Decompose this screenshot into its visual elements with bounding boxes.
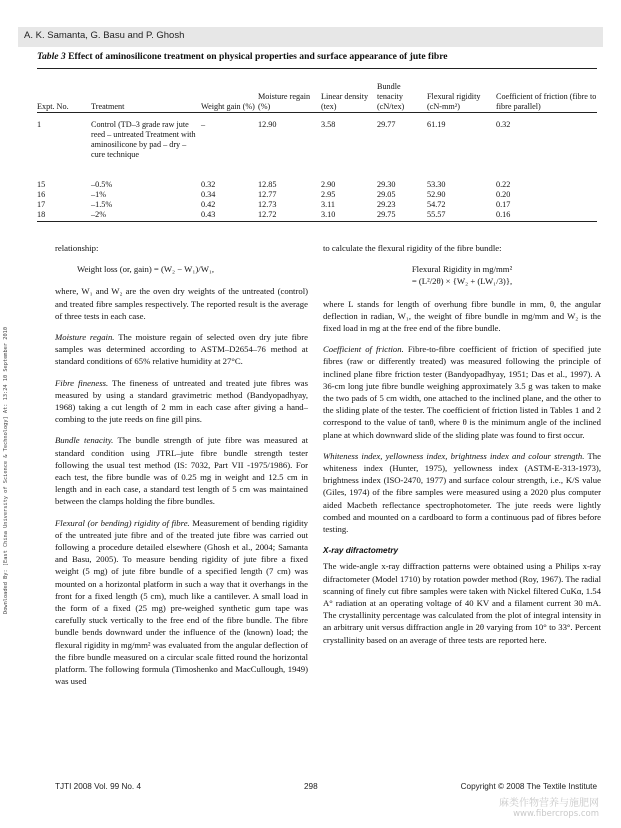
cell-expt: 18 bbox=[37, 210, 46, 219]
section-tenacity bbox=[55, 434, 308, 507]
section-xray-heading bbox=[323, 544, 601, 557]
paragraph-where: where, W₁ and W₂ are the oven dry weights of the untreated (control) and treated fibre samples respectively. The reported result is the average of three tests in each case. bbox=[55, 286, 308, 321]
cell-weight-gain: 0.32 bbox=[201, 180, 216, 189]
cell-linear-density: 3.11 bbox=[321, 200, 336, 209]
right-column bbox=[323, 242, 601, 655]
cell-bundle-tenacity: 29.75 bbox=[377, 210, 396, 219]
cell-linear-density: 2.90 bbox=[321, 180, 336, 189]
cell-weight-gain: 0.43 bbox=[201, 210, 216, 219]
cell-flexural-rigidity: 61.19 bbox=[427, 120, 446, 129]
cell-expt: 17 bbox=[37, 200, 46, 209]
col-header-treatment: Treatment bbox=[91, 102, 125, 111]
cell-weight-gain: – bbox=[201, 120, 206, 129]
table-row bbox=[37, 190, 597, 200]
cell-treatment: –0.5% bbox=[91, 180, 113, 189]
cell-treatment: –2% bbox=[91, 210, 107, 219]
cell-expt: 1 bbox=[37, 120, 42, 129]
section-moisture bbox=[55, 331, 308, 368]
section-fineness bbox=[55, 377, 308, 426]
cell-treatment: Control (TD–3 grade raw jute reed – untreated Treatment with aminosilicone by pad – dry – cure technique bbox=[91, 120, 196, 159]
paragraph-intro: to calculate the flexural rigidity of the fibre bundle: bbox=[323, 243, 502, 253]
cell-moisture: 12.85 bbox=[258, 180, 277, 189]
paragraph-where-right: where L stands for length of overhung fibre bundle in mm, θ, the angular deflection in radian, W₁, the weight of fibre bundle in mg/mm and W₂ is the fixed load in mg at the free end of the fibre bundle. bbox=[323, 298, 601, 334]
table-row bbox=[37, 200, 597, 210]
cell-linear-density: 3.10 bbox=[321, 210, 336, 219]
cell-flexural-rigidity: 53.30 bbox=[427, 180, 446, 189]
table-row bbox=[37, 180, 597, 190]
footer-copyright: Copyright © 2008 The Textile Institute bbox=[460, 782, 597, 791]
cell-moisture: 12.77 bbox=[258, 190, 277, 199]
fineness-heading: Fibre fineness. bbox=[55, 377, 109, 388]
table-label: Table 3 bbox=[37, 51, 66, 62]
col-header-expt: Expt. No. bbox=[37, 102, 69, 111]
cell-flexural-rigidity: 55.57 bbox=[427, 210, 446, 219]
cell-expt: 16 bbox=[37, 190, 46, 199]
cell-treatment: –1% bbox=[91, 190, 107, 199]
equation-weight-loss: Weight loss (or, gain) = (W₂ − W₁)/W₁, bbox=[77, 264, 215, 275]
table-caption bbox=[37, 51, 597, 63]
cell-friction: 0.17 bbox=[496, 200, 511, 209]
cell-expt: 15 bbox=[37, 180, 46, 189]
cell-friction: 0.22 bbox=[496, 180, 511, 189]
cell-linear-density: 3.58 bbox=[321, 120, 336, 129]
moisture-heading: Moisture regain. bbox=[55, 332, 115, 343]
left-column bbox=[55, 242, 308, 697]
xray-text: The wide-angle x-ray diffraction patterns were obtained using a Philips x-ray difractometer (Model 1710) by rotation powder method (Roy, 1967). The radial scanning of finely cut fibre samples were taken with Nickel filtered CuKα, 1.54 A° radiation at an operating voltage of 40 KV and a filament current 30 mA. The crystallinity percentage was calculated from the plot of integral intensity in an arbitrary unit versus diffraction angle in 2θ varying from 10° to 33°. Percent crystallinity based on an average of three tests are reported here. bbox=[323, 561, 601, 645]
table-bottom-rule bbox=[37, 221, 597, 222]
watermark bbox=[499, 798, 599, 820]
tenacity-text: The bundle strength of jute fibre was measured at standard condition using JTRL–jute fibre bundle strength tester following the usual test method (IS: 7032, Part VII -1975/1986). For each test, the fibre bundle was of 0.25 mg in weight and 12.5 cm in length and in each case, a standard test length of 5 cm was maintained between the clamps holding the fibre bundles. bbox=[55, 435, 308, 507]
cell-friction: 0.32 bbox=[496, 120, 511, 129]
col-header-linear-density: Linear density (tex) bbox=[321, 92, 369, 111]
section-flexural bbox=[55, 517, 308, 688]
table-header-row bbox=[37, 72, 597, 112]
table-top-rule bbox=[37, 68, 597, 69]
col-header-moisture: Moisture regain (%) bbox=[258, 92, 311, 111]
friction-heading: Coefficient of friction. bbox=[323, 344, 404, 355]
flexural-text: Measurement of bending rigidity of the untreated jute fibre and of the treated jute fibre was carried out following a procedure detailed elsewhere (Ghosh et al., 2004; Samanta and Basu, 2005). To measure bending rigidity of jute fibre a fixed weight (5 mg) of jute fibre bundle of a specified length (7 cm) was mounted on a horizontal platform in such a way that it overhangs in the front for a fixed length (5 cm), much like a cantilever. A small load in the form of a fixed (25 mg) pre-weighed synthetic gum tape was carefully stuck vertically to the free end of the fibre bundle. The fibre bundle bends downward under the influence of the (known) load; the flexural rigidity in mg/mm² was evaluated from the angular deflection of the fibre bundle measured on a circular scale fitted round the horizontal platform. The following formula (Timoshenko and MacCullough, 1949) was used bbox=[55, 517, 309, 687]
cell-weight-gain: 0.34 bbox=[201, 190, 216, 199]
properties-table bbox=[37, 72, 597, 220]
table-row bbox=[37, 210, 597, 220]
cell-weight-gain: 0.42 bbox=[201, 200, 216, 209]
section-whiteness bbox=[323, 450, 601, 535]
col-header-friction: Coefficient of friction (fibre to fibre parallel) bbox=[496, 92, 597, 111]
footer-journal: TJTI 2008 Vol. 99 No. 4 bbox=[55, 782, 142, 791]
cell-bundle-tenacity: 29.30 bbox=[377, 180, 396, 189]
cell-friction: 0.20 bbox=[496, 190, 511, 199]
moisture-text: The moisture regain of selected oven dry jute fibre samples was determined according to ASTM–D2654–76 method at standard conditions of 65% relative humidity at 27°C. bbox=[55, 332, 308, 367]
footer-page-number: 298 bbox=[304, 782, 318, 791]
watermark-url: www.fibercrops.com bbox=[513, 809, 599, 819]
cell-flexural-rigidity: 54.72 bbox=[427, 200, 446, 209]
cell-friction: 0.16 bbox=[496, 210, 511, 219]
cell-bundle-tenacity: 29.05 bbox=[377, 190, 396, 199]
cell-moisture: 12.73 bbox=[258, 200, 277, 209]
xray-heading: X-ray difractometry bbox=[323, 546, 399, 556]
table-title: Effect of aminosilicone treatment on physical properties and surface appearance of jute fibre bbox=[68, 51, 448, 62]
cell-bundle-tenacity: 29.23 bbox=[377, 200, 396, 209]
cell-bundle-tenacity: 29.77 bbox=[377, 120, 396, 129]
cell-moisture: 12.90 bbox=[258, 120, 277, 129]
whiteness-heading: Whiteness index, yellowness index, brightness index and colour strength. bbox=[323, 450, 585, 461]
col-header-weight-gain: Weight gain (%) bbox=[201, 102, 255, 111]
col-header-bundle-tenacity: Bundle tenacity (cN/tex) bbox=[377, 82, 405, 111]
cell-linear-density: 2.95 bbox=[321, 190, 336, 199]
download-notice: Downloaded By: [East China University of Science & Technology] At: 13:24 10 September 2010 bbox=[3, 326, 9, 614]
friction-text: Fibre-to-fibre coefficient of friction of specified jute fibres (raw or differently treated) was measured following the principle of inclined plane fibre friction tester (Bandyopadhyay, 1951; Das et al., 1997). A 36-cm long jute fibre bundle weighing approximately 3.5 g was taken to make the two pads of 5 cm width, one attached to the inclined plane, and the other to the sliding plate of the tester. The coefficient of friction listed in Tables 1 and 2 correspond to the value of tanθ, where θ is the minimum angle of the inclined plane at which downward slide of the sliding plate was found to first occur. bbox=[323, 344, 601, 440]
cell-moisture: 12.72 bbox=[258, 210, 277, 219]
running-header-authors: A. K. Samanta, G. Basu and P. Ghosh bbox=[24, 30, 185, 41]
col-header-flexural-rigidity: Flexural rigidity (cN-mm²) bbox=[427, 92, 481, 111]
table-row bbox=[37, 120, 597, 180]
equation-flexural bbox=[323, 263, 601, 287]
cell-treatment: –1.5% bbox=[91, 200, 113, 209]
paragraph-relationship: relationship: bbox=[55, 243, 99, 253]
watermark-cn: 麻类作物营养与施肥网 bbox=[499, 798, 599, 809]
flexural-heading: Flexural (or bending) rigidity of fibre. bbox=[55, 517, 190, 528]
cell-flexural-rigidity: 52.90 bbox=[427, 190, 446, 199]
whiteness-text: The whiteness index (Hunter, 1975), yellowness index (ASTM-E-313-1973), brightness index (ISO-2470, 1977) and surface colour strength, i.e., K/S value (Giles, 1974) of the fibre samples were measured using a 2020 plus computer aided Macbeth reflectance spectrophotometer. The jute reeds were lightly combed and mounted on a cardboard to form a continuous pad of fibres before testing. bbox=[323, 450, 601, 535]
tenacity-heading: Bundle tenacity. bbox=[55, 435, 114, 446]
equation-line-1: Flexural Rigidity in mg/mm² bbox=[411, 264, 513, 275]
section-friction bbox=[323, 343, 601, 441]
fineness-text: The fineness of untreated and treated jute fibres was measured by using a standard gravimetric method (Bandyopadhyay, 1968) taking a cut length of 2 mm in each case after giving a hand–combing to the jute reeds on fine gill pins. bbox=[55, 377, 308, 425]
equation-line-2: = (L²/2θ) × {W₂ + (LW₁/3)}, bbox=[411, 276, 513, 287]
